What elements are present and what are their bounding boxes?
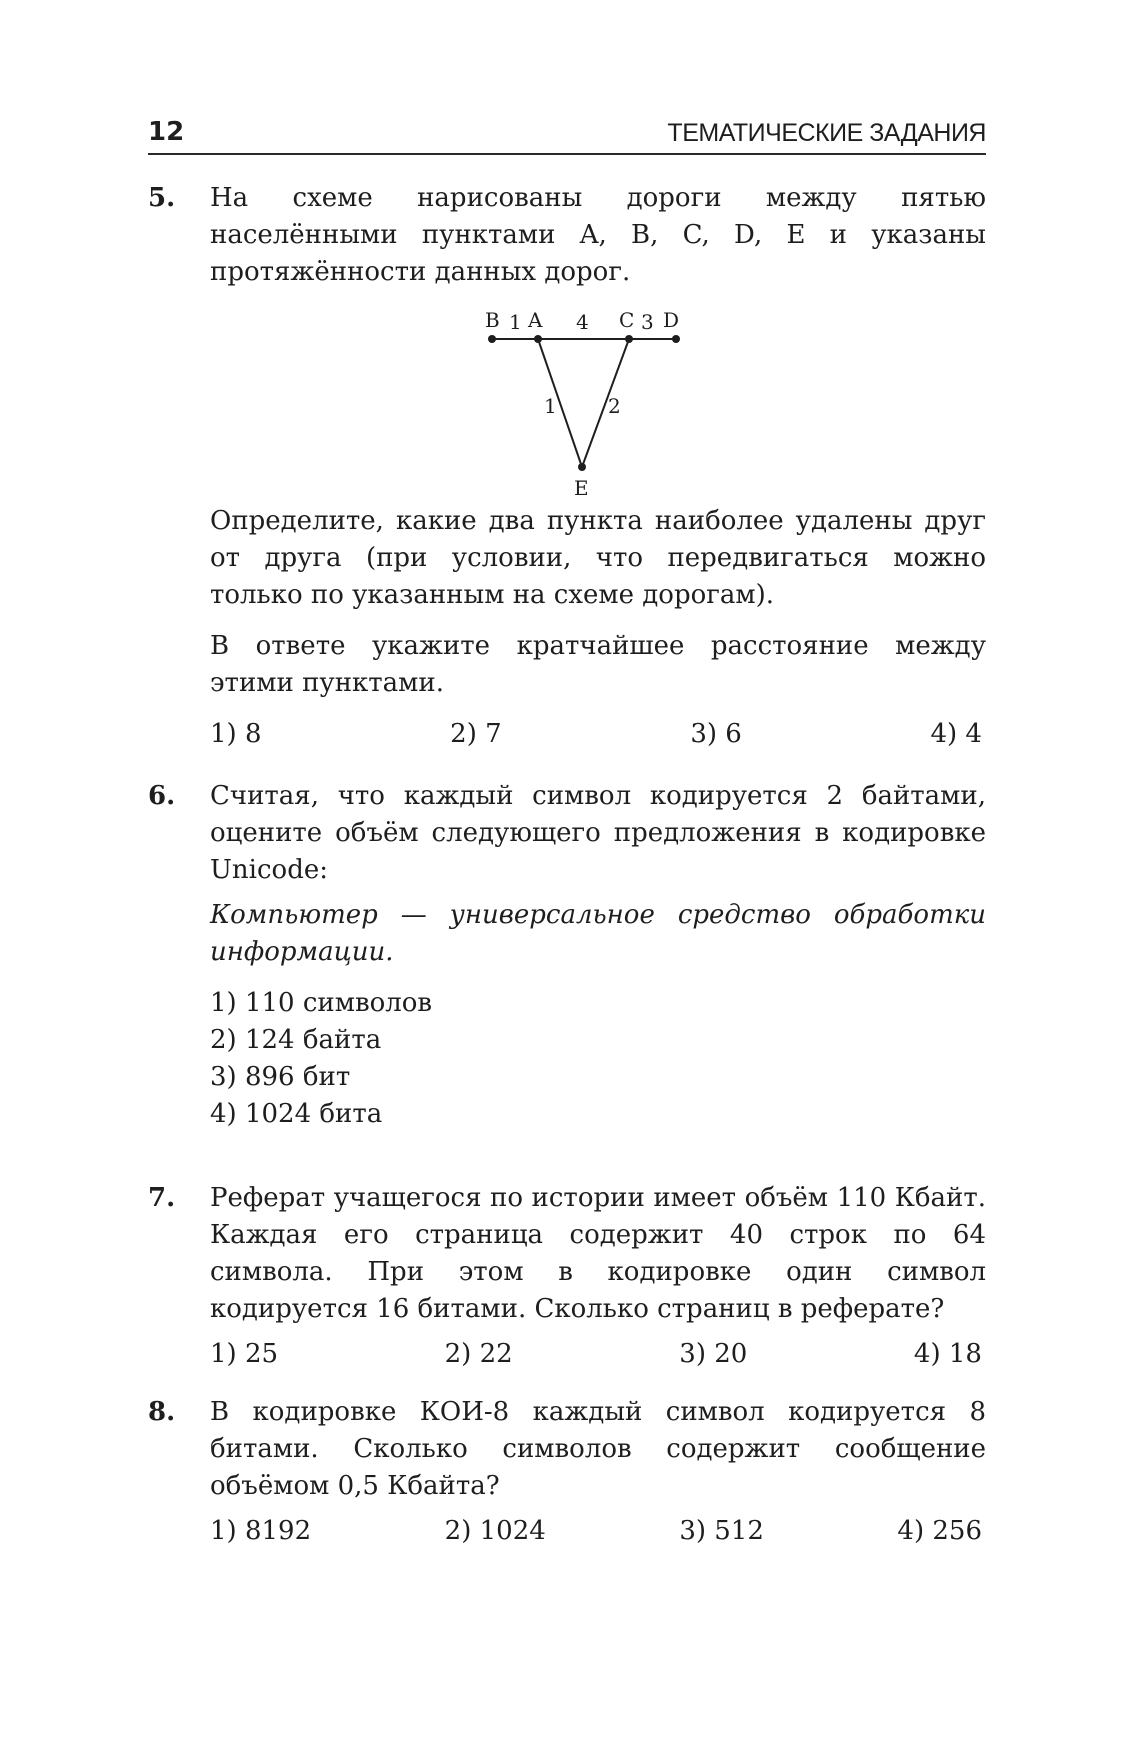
task-number: 5. xyxy=(148,183,176,213)
edge-length-b-a: 1 xyxy=(509,310,522,334)
answer-option: 1) 8 xyxy=(210,719,262,749)
task-8 xyxy=(148,1394,986,1550)
task-number: 7. xyxy=(148,1183,176,1213)
page-number: 12 xyxy=(148,117,185,147)
task-question: Определите, какие два пункта наиболее удалены друг от друга (при условии, что передвигаться можно только по указанным на схеме дорогам). xyxy=(210,506,986,610)
node-label-e: E xyxy=(574,476,589,500)
edge-length-c-e: 2 xyxy=(608,394,621,418)
answer-option: 1) 110 символов xyxy=(210,988,433,1018)
task-text: Считая, что каждый символ кодируется 2 байтами, оцените объём следующего предложения в кодировке Unicode: xyxy=(210,781,986,885)
node-e xyxy=(578,463,586,471)
edge-length-a-e: 1 xyxy=(544,394,557,418)
task-text: Реферат учащегося по истории имеет объём 110 Кбайт. Каждая его страница содержит 40 строк по 64 символа. При этом в кодировке один символ кодируется 16 битами. Сколько страниц в реферате? xyxy=(210,1183,986,1324)
node-b xyxy=(488,335,496,343)
node-a xyxy=(534,335,542,343)
answer-option: 4) 18 xyxy=(913,1339,982,1369)
page-header xyxy=(148,113,986,155)
edge-length-a-c: 4 xyxy=(576,310,589,334)
answer-option: 2) 7 xyxy=(450,719,502,749)
edge-length-c-d: 3 xyxy=(641,310,654,334)
answer-option: 3) 512 xyxy=(679,1516,764,1546)
answer-options xyxy=(210,1513,986,1550)
answer-option: 4) 4 xyxy=(930,719,982,749)
node-label-a: A xyxy=(528,308,543,332)
answer-option: 2) 22 xyxy=(444,1339,513,1369)
task-6 xyxy=(148,778,986,1133)
answer-option: 3) 6 xyxy=(690,719,742,749)
answer-option: 4) 256 xyxy=(897,1516,982,1546)
node-label-c: C xyxy=(619,308,635,332)
task-number: 8. xyxy=(148,1397,176,1427)
road-c-e xyxy=(582,339,629,467)
node-c xyxy=(625,335,633,343)
task-quote: Компьютер — универсальное средство обработки информации. xyxy=(210,900,986,967)
answer-option: 2) 124 байта xyxy=(210,1025,382,1055)
node-label-b: B xyxy=(485,308,500,332)
task-number: 6. xyxy=(148,781,176,811)
task-text: На схеме нарисованы дороги между пятью населёнными пунктами A, B, C, D, E и указаны протяжённости данных дорог. xyxy=(210,183,986,287)
answer-option: 2) 1024 xyxy=(444,1516,546,1546)
task-text: В кодировке КОИ-8 каждый символ кодируется 8 битами. Сколько символов содержит сообщение объёмом 0,5 Кбайта? xyxy=(210,1397,986,1501)
node-d xyxy=(672,335,680,343)
answer-options xyxy=(210,985,986,1133)
answer-option: 4) 1024 бита xyxy=(210,1099,383,1129)
section-title: ТЕМАТИЧЕСКИЕ ЗАДАНИЯ xyxy=(667,119,986,147)
answer-option: 3) 20 xyxy=(679,1339,748,1369)
answer-option: 3) 896 бит xyxy=(210,1062,351,1092)
task-instruction: В ответе укажите кратчайшее расстояние между этими пунктами. xyxy=(210,631,986,698)
road-diagram xyxy=(210,307,986,500)
task-7 xyxy=(148,1180,986,1373)
answer-option: 1) 25 xyxy=(210,1339,279,1369)
answer-option: 1) 8192 xyxy=(210,1516,312,1546)
answer-options xyxy=(210,716,986,753)
task-5 xyxy=(148,180,986,753)
node-label-d: D xyxy=(663,308,680,332)
answer-options xyxy=(210,1336,986,1373)
